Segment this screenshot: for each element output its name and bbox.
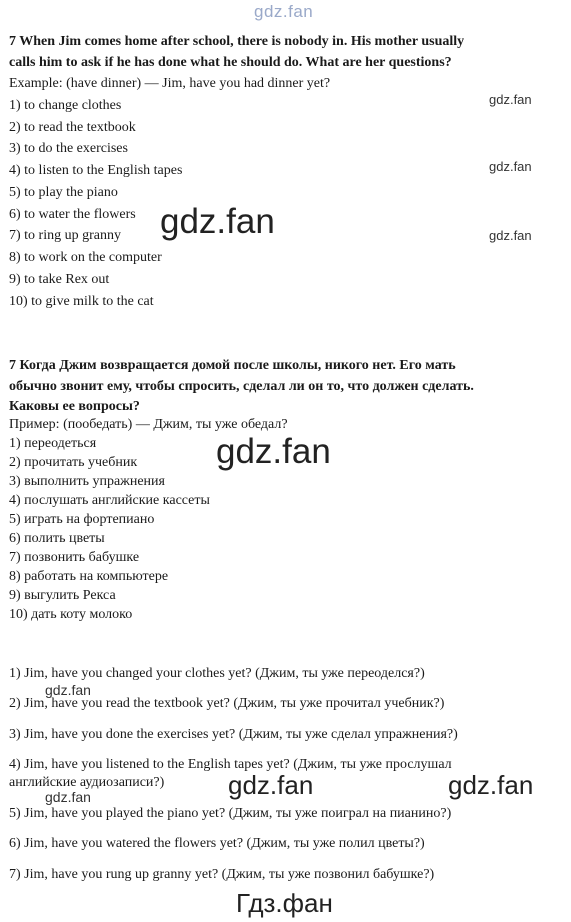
header-watermark: gdz.fan [254, 2, 314, 21]
watermark: gdz.fan [216, 432, 331, 471]
russian-item: 2) прочитать учебник [9, 455, 138, 470]
russian-item: 5) играть на фортепиано [9, 512, 155, 527]
russian-item: 10) дать коту молоко [9, 607, 133, 622]
russian-item: 9) выгулить Рекса [9, 588, 116, 603]
answer-line: 6) Jim, have you watered the flowers yet? (Джим, ты уже полил цветы?) [9, 836, 425, 851]
answer-line: 4) Jim, have you listened to the English tapes yet? (Джим, ты уже прослушал [9, 757, 452, 772]
watermark: gdz.fan [45, 682, 91, 698]
answer-line: 7) Jim, have you rung up granny yet? (Джим, ты уже позвонил бабушке?) [9, 867, 435, 882]
answer-line: 3) Jim, have you done the exercises yet? (Джим, ты уже сделал упражнения?) [9, 727, 458, 742]
watermark: gdz.fan [448, 770, 534, 800]
english-example: Example: (have dinner) — Jim, have you had dinner yet? [9, 76, 331, 91]
russian-item: 3) выполнить упражнения [9, 474, 165, 489]
english-item: 7) to ring up granny [9, 228, 121, 243]
russian-item: 4) послушать английские кассеты [9, 493, 210, 508]
english-title-line: 7 When Jim comes home after school, there is nobody in. His mother usually [9, 34, 465, 49]
english-item: 2) to read the textbook [9, 120, 136, 135]
answer-line: английские аудиозаписи?) [9, 775, 165, 790]
watermark: gdz.fan [45, 789, 91, 805]
english-item: 5) to play the piano [9, 185, 118, 200]
watermark: gdz.fan [160, 202, 275, 241]
english-item: 4) to listen to the English tapes [9, 163, 183, 178]
footer-watermark: Гдз.фан [236, 888, 333, 918]
russian-example: Пример: (пообедать) — Джим, ты уже обедал? [9, 417, 288, 432]
watermark: gdz.fan [489, 159, 532, 174]
english-item: 9) to take Rex out [9, 272, 110, 287]
answer-line: 2) Jim, have you read the textbook yet? (Джим, ты уже прочитал учебник?) [9, 696, 445, 711]
russian-item: 1) переодеться [9, 436, 97, 451]
russian-title-line: Каковы ее вопросы? [9, 399, 140, 414]
russian-item: 8) работать на компьютере [9, 569, 169, 584]
english-item: 1) to change clothes [9, 98, 122, 113]
english-title-line: calls him to ask if he has done what he should do. What are her questions? [9, 55, 452, 70]
answer-line: 5) Jim, have you played the piano yet? (Джим, ты уже поиграл на пианино?) [9, 806, 452, 821]
watermark: gdz.fan [489, 228, 532, 243]
english-item: 8) to work on the computer [9, 250, 162, 265]
watermark: gdz.fan [489, 92, 532, 107]
russian-item: 7) позвонить бабушке [9, 550, 140, 565]
russian-item: 6) полить цветы [9, 531, 105, 546]
answer-line: 1) Jim, have you changed your clothes yet? (Джим, ты уже переоделся?) [9, 666, 425, 681]
english-item: 10) to give milk to the cat [9, 294, 154, 309]
english-item: 6) to water the flowers [9, 207, 136, 222]
english-item: 3) to do the exercises [9, 141, 128, 156]
watermark: gdz.fan [228, 770, 314, 800]
russian-title-line: 7 Когда Джим возвращается домой после школы, никого нет. Его мать [9, 358, 456, 373]
russian-title-line: обычно звонит ему, чтобы спросить, сделал ли он то, что должен сделать. [9, 379, 474, 394]
